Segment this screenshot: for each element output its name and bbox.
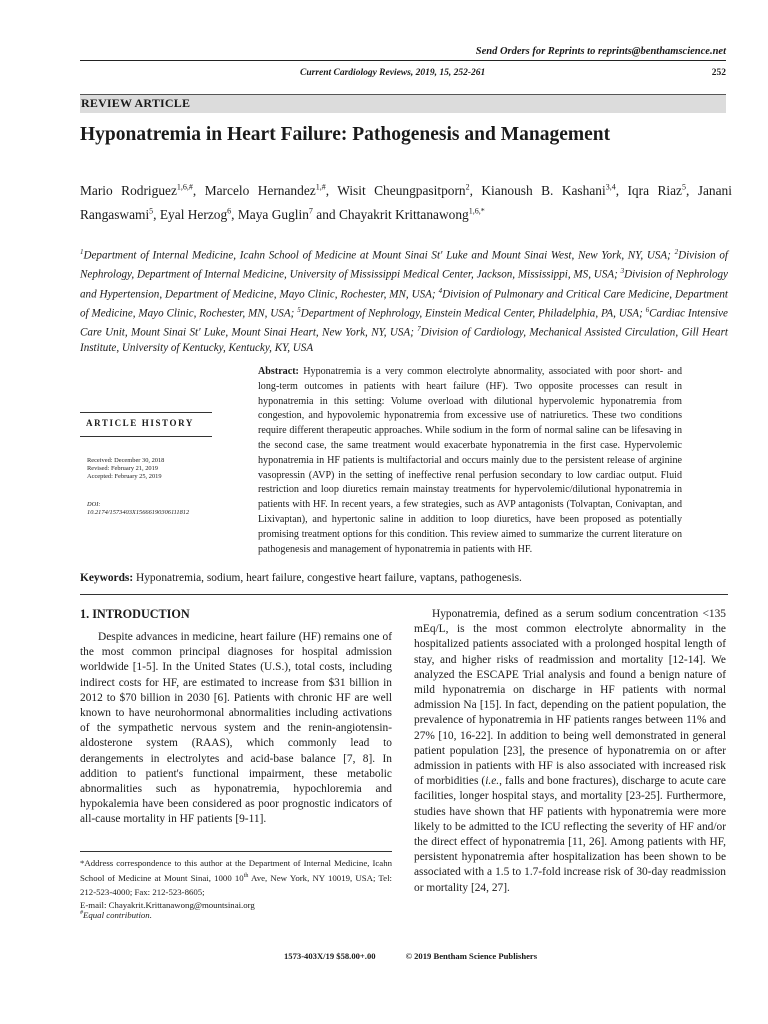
accepted-date: Accepted: February 25, 2019 xyxy=(87,473,162,481)
affiliations: $^1$Department of Internal Medicine, Icahn School of Medicine at Mount Sinai St' Luke and Mount Sinai West, New York, NY, USA; $^2$Division of Nephrology, Department of Internal Medicine, University of Mississippi Medical Center, Jackson, Mississippi, MS, USA; $^3$Division of Nephrology and Hypertension, Department of Medicine, Mayo Clinic, Rochester, MN, USA; $^4$Division of Pulmonary and Critical Care Medicine, Department of Medicine, Mayo Clinic, Rochester, MN, USA; $^5$Department of Nephrology, Einstein Medical Center, Philadelphia, PA, USA; $^6$Cardiac Intensive Care Unit, Mount Sinai St' Luke, Mount Sinai Heart, New York, NY, USA; $^7$Division of Cardiology, Mechanical Assisted Circulation, Gill Heart Institute, University of Kentucky, Kentucky, KY, USA xyxy=(80,248,729,355)
author: Mario Rodriguez$^{1,6,\#}$, xyxy=(80,183,205,199)
keywords-label: Keywords: xyxy=(80,572,134,584)
doi[interactable] xyxy=(87,501,189,517)
article-title: Hyponatremia in Heart Failure: Pathogenesis and Management xyxy=(80,124,611,145)
doi-value[interactable]: 10.2174/1573403X15666190306111812 xyxy=(87,509,190,517)
author: Wisit Cheungpasitporn$^2$, xyxy=(337,183,482,199)
author: Kianoush B. Kashani$^{3,4}$, xyxy=(481,183,628,199)
keywords-rule xyxy=(80,594,728,595)
article-history-dates xyxy=(87,457,164,482)
page-number: 252 xyxy=(711,68,726,78)
page-footer xyxy=(284,951,537,961)
body-column-left xyxy=(80,630,392,828)
issn-price: 1573-403X/19 $58.00+.00 xyxy=(284,951,376,961)
received-date: Received: December 30, 2018 xyxy=(87,457,165,464)
article-history-heading: ARTICLE HISTORY xyxy=(86,418,194,428)
header-rule xyxy=(80,60,726,61)
article-type-label: REVIEW ARTICLE xyxy=(81,96,191,110)
author: Maya Guglin$^7$ and xyxy=(237,206,339,222)
author: Janani Rangaswami$^5$, xyxy=(80,183,732,222)
doi-label: DOI: xyxy=(87,501,101,508)
reprints-notice: Send Orders for Reprints to reprints@benthamscience.net xyxy=(475,46,726,57)
revised-date: Revised: February 21, 2019 xyxy=(87,465,158,473)
keywords-text: Hyponatremia, sodium, heart failure, congestive heart failure, vaptans, pathogenesis. xyxy=(133,572,522,584)
article-history-rule-top xyxy=(80,412,212,413)
copyright: © 2019 Bentham Science Publishers xyxy=(405,951,538,961)
abstract-label: Abstract: xyxy=(258,366,299,377)
abstract xyxy=(258,365,682,557)
author: Chayakrit Krittanawong$^{1,6,*}$ xyxy=(338,206,485,222)
paragraph: Hyponatremia, defined as a serum sodium concentration <135 mEq/L, is the most common electrolyte abnormality in the hospitalized patients associated with a prolonged hospital length of stay, and higher risks of readmission and mortality [12-14]. We analyzed the ESCAPE Trial analysis and found a benign nature of mild hyponatremia on discharge in HF patients with normal admission Na [15]. In fact, depending on the patient population, the prevalence of hyponatremia in HF patients ranges between 11% and 27% [10, 16-22]. In addition to being well demonstrated in general patient population [23], the presence of hyponatremia on or after admission in patients with HF is also associated with increased risk of morbidities (i.e., falls and bone fractures), discharge to acute care facilities, longer hospital stays, and mortality [23-25]. Furthermore, studies have shown that HF patients with hyponatremia were more likely to be admitted to the ICU reflecting the severity of HF and/or the direct effect of hyponatremia [11, 26]. Among patients with HF, persistent hyponatremia after hospitalization has been shown to be associated with a 1.5 to 1.7-fold increase risk of 30-day readmission or mortality [24, 27]. xyxy=(414,608,726,894)
paragraph: Despite advances in medicine, heart failure (HF) remains one of the most common principal diagnoses for hospital admission worldwide [1-5]. In the United States (U.S.), total costs, including indirect costs for HF, are estimated to increase from $31 billion in 2012 to $70 billion in 2030 [6]. Patients with chronic HF are well known to have neurohormonal abnormalities including activations of the sympathetic nervous system and the renin-angiotensin-aldosterone system (RAAS), which commonly lead to derangements in electrolytes and acid-base balance [7, 8]. In addition to patient's functional impairment, these metabolic abnormalities such as hyponatremia, hypochloremia and hypokalemia have been considered as poor prognostic indicators of all-cause mortality in HF patients [9-11]. xyxy=(80,631,392,826)
correspondence-footnote: *Address correspondence to this author at the Department of Internal Medicine, Icahn School of Medicine at Mount Sinai, 1000 10th Ave, New York, NY 10019, USA; Tel: 212-523-4000; Fax: 212-523-8605; E-mail: Chayakrit.Krittanawong@mountsinai.org xyxy=(80,857,392,913)
abstract-text: Hyponatremia is a very common electrolyte abnormality, associated with poor short- and long-term outcomes in patients with heart failure (HF). Two opposite processes can result in hyponatremia in this setting: Volume overload with dilutional hypervolemic hyponatremia from congestion, and hypovolemic hyponatremia from excessive use of natriuretics. These two conditions require different therapeutic approaches. While sodium in the form of normal saline can be lifesaving in the second case, the same treatment would exacerbate hyponatremia in the first case. Hypervolemic hyponatremia in HF patients is multifactorial and occurs mainly due to the persistent release of arginine vasopressin (AVP) in the setting of ineffective renal perfusion secondary to low cardiac output. Fluid restriction and loop diuretics remain mainstay treatments for hypervolemic/dilutional hyponatremia in patients with HF. In recent years, a few strategies, such as AVP antagonists (Tolvaptan, Conivaptan, and Lixivaptan), and hypertonic saline in addition to loop diuretics, have been proposed as potentially promising treatment options for this condition. This review aimed to summarize the current literature on pathogenesis and management of hyponatremia in patients with HF. xyxy=(258,366,682,555)
article-history-rule-bottom xyxy=(80,436,212,437)
author: Marcelo Hernandez$^{1,\#}$, xyxy=(204,183,338,199)
section-heading: 1. INTRODUCTION xyxy=(80,607,190,621)
author: Eyal Herzog$^6$, xyxy=(159,206,238,222)
author-list xyxy=(80,178,732,225)
equal-contribution-note: #Equal contribution. xyxy=(80,910,152,920)
author: Iqra Riaz$^5$, xyxy=(627,183,698,199)
correspondence-email[interactable]: E-mail: Chayakrit.Krittanawong@mountsinai.org xyxy=(80,900,255,911)
body-column-right xyxy=(414,607,726,896)
article-type-banner xyxy=(80,94,726,113)
keywords xyxy=(80,572,522,584)
journal-citation: Current Cardiology Reviews, 2019, 15, 252-261 xyxy=(300,68,486,78)
footnote-rule xyxy=(80,851,392,852)
